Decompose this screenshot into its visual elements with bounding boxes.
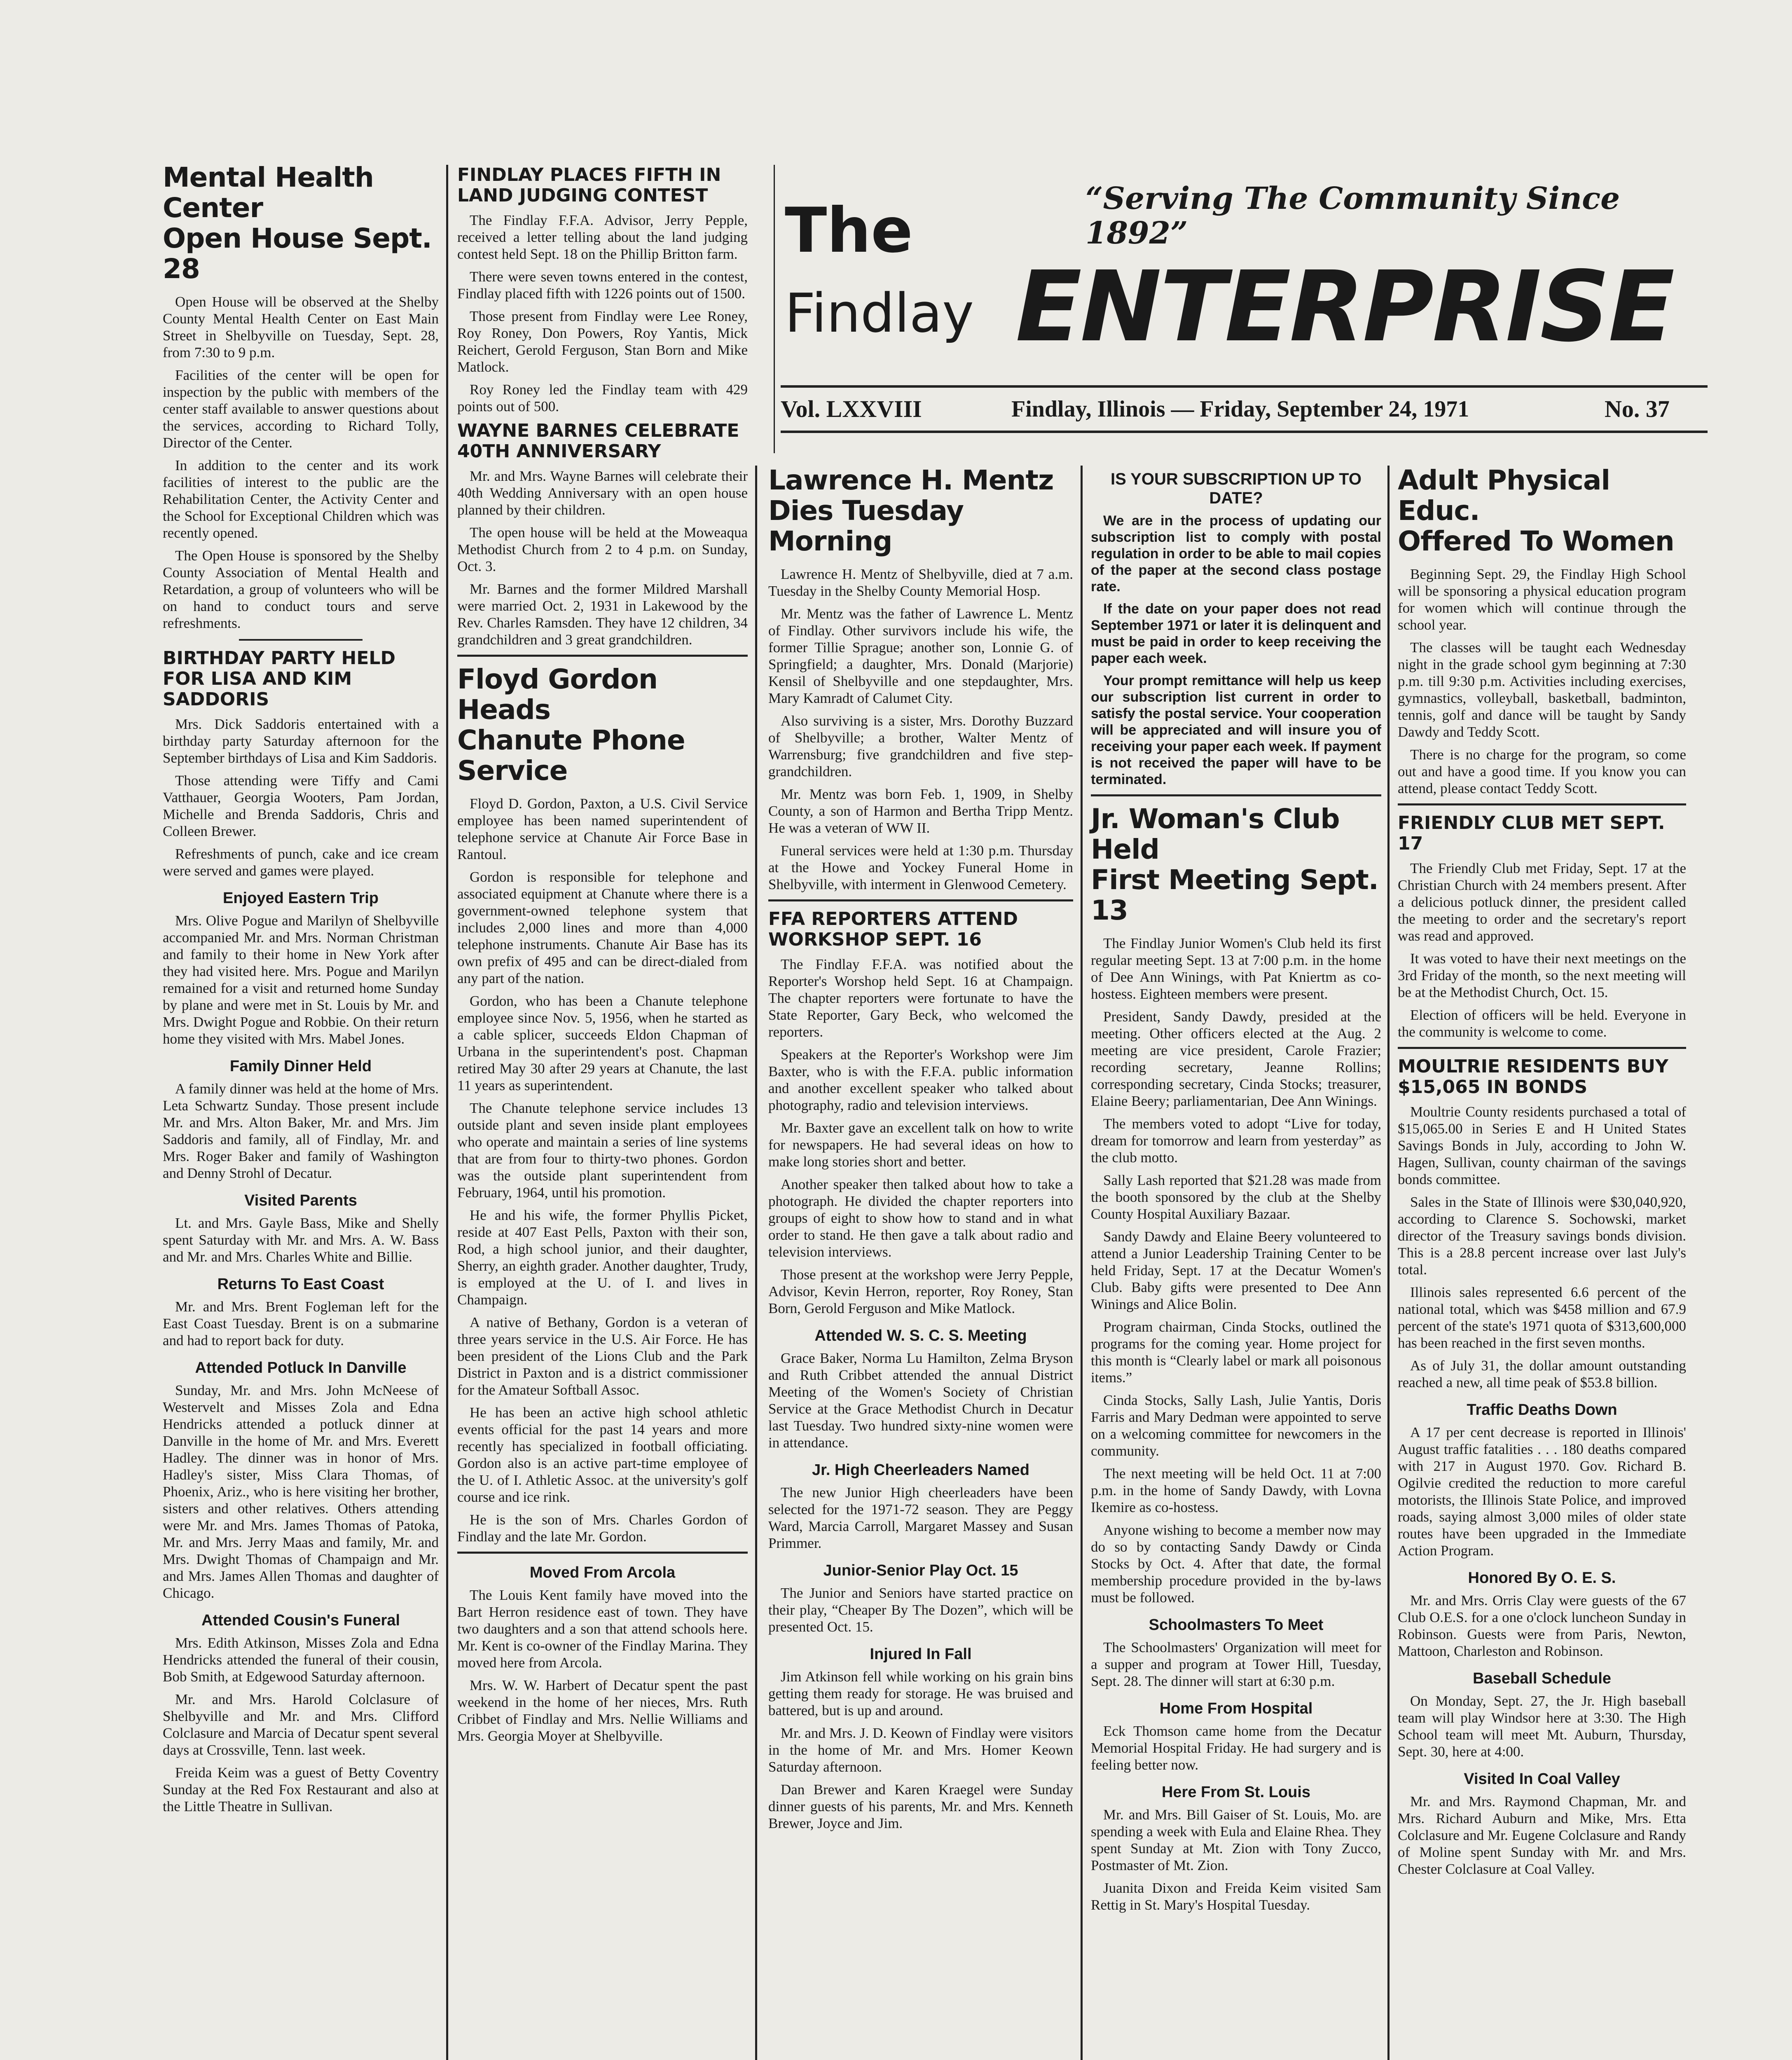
column-5: [1398, 464, 1686, 1883]
paragraph: Mr. and Mrs. J. D. Keown of Findlay were visitors in the home of Mr. and Mrs. Homer Keown Saturday afternoon.: [768, 1725, 1073, 1775]
paragraph: Sunday, Mr. and Mrs. John McNeese of Westervelt and Misses Zola and Edna Hendricks attended a potluck dinner at Danville in the home of Mr. and Mrs. Everett Hadley. The dinner was in honor of Mrs. Hadley's sister, Miss Clara Thomas, of Phoenix, Ariz., who is here visiting her brother, sisters and other relatives. Others attending were Mr. and Mrs. James Thomas of Patoka, Mr. and Mrs. Jerry Maas and family, Mr. and Mrs. Dwight Thomas of Champaign and Mr. and Mrs. James Allen Thomas and daughter of Chicago.: [163, 1382, 439, 1601]
paragraph: Election of officers will be held. Everyone in the community is welcome to come.: [1398, 1007, 1686, 1040]
paragraph: Lawrence H. Mentz of Shelbyville, died at 7 a.m. Tuesday in the Shelby County Memorial Hosp.: [768, 566, 1073, 599]
paragraph: He is the son of Mrs. Charles Gordon of Findlay and the late Mr. Gordon.: [457, 1512, 748, 1545]
article-adult-pe: [1398, 465, 1686, 797]
column-rule-1: [446, 165, 448, 2060]
paragraph: It was voted to have their next meetings on the 3rd Friday of the month, so the next meeting will be at the Methodist Church, Oct. 15.: [1398, 950, 1686, 1000]
paragraph: Those attending were Tiffy and Cami Vatthauer, Georgia Wooters, Pam Jordan, Michelle and Brenda Saddoris, Chris and Colleen Brewer.: [163, 772, 439, 839]
separator: [1398, 803, 1686, 805]
headline-mental-health: [163, 162, 439, 284]
paragraph: Sally Lash reported that $21.28 was made from the booth sponsored by the club at the Shelby County Hospital Auxiliary Bazaar.: [1091, 1172, 1381, 1222]
headline-arcola: Moved From Arcola: [529, 1564, 676, 1581]
headline-subscription: IS YOUR SUBSCRIPTION UP TO DATE?: [1110, 470, 1362, 507]
paragraph: The Open House is sponsored by the Shelby County Association of Mental Health and Retardation, a group of volunteers who will be on hand to conduct tours and serve refreshments.: [163, 548, 439, 631]
paragraph: Illinois sales represented 6.6 percent of the national total, which was $458 million and 67.9 percent of the state's 1971 quota of $313,600,000 has been reached in the first seven months.: [1398, 1284, 1686, 1351]
masthead-motto: “Serving The Community Since 1892”: [1085, 181, 1620, 251]
headline-line: Open House Sept. 28: [163, 222, 432, 285]
masthead-rule-bottom: [781, 431, 1708, 433]
headline-cheerleaders: Jr. High Cheerleaders Named: [812, 1461, 1029, 1479]
masthead: [781, 173, 1720, 445]
headline-line: Offered To Women: [1398, 525, 1674, 557]
paragraph: Lt. and Mrs. Gayle Bass, Mike and Shelly spent Saturday with Mr. and Mrs. A. W. Bass and Mr. and Mrs. Charles White and Billie.: [163, 1215, 439, 1265]
paragraph: Grace Baker, Norma Lu Hamilton, Zelma Bryson and Ruth Cribbet attended the annual District Meeting of the Women's Society of Christian Service at the Grace Methodist Church in Decatur last Tuesday. Two hundred sixty-nine women were in attendance.: [768, 1350, 1073, 1451]
paragraph: Mr. and Mrs. Brent Fogleman left for the East Coast Tuesday. Brent is on a submarine and had to report back for duty.: [163, 1299, 439, 1348]
article-reporters-workshop: [768, 909, 1073, 1317]
headline-line: Mental Health Center: [163, 162, 374, 224]
paragraph: Roy Roney led the Findlay team with 429 points out of 500.: [457, 382, 748, 414]
column-1: [163, 161, 439, 1821]
headline-visited-parents: Visited Parents: [244, 1192, 357, 1209]
paragraph: Anyone wishing to become a member now may do so by contacting Sandy Dawdy or Cinda Stocks by Oct. 4. After that date, the formal membership procedure provided in the by-laws must be followed.: [1091, 1522, 1381, 1606]
paragraph: Mrs. Olive Pogue and Marilyn of Shelbyville accompanied Mr. and Mrs. Norman Christman and family to their home in New York after they had visited here. Mrs. Pogue and Marilyn remained for a visit and returned home Sunday by plane and were met in St. Louis by Mr. and Mrs. Dwight Pogue and Robbie. On their return home they visited with Mrs. Mabel Jones.: [163, 913, 439, 1047]
paragraph: Those present at the workshop were Jerry Pepple, Advisor, Kevin Herron, reporter, Roy Roney, Stan Born, Gerold Ferguson and Mike Matlock.: [768, 1266, 1073, 1316]
masthead-number: No. 37: [1605, 396, 1670, 422]
paragraph: Cinda Stocks, Sally Lash, Julie Yantis, Doris Farris and Mary Dedman were appointed to serve on a welcoming committee for newcomers in the community.: [1091, 1392, 1381, 1459]
headline-womans-club: [1091, 804, 1381, 926]
paragraph: Dan Brewer and Karen Kraegel were Sunday dinner guests of his parents, Mr. and Mrs. Kenneth Brewer, Joyce and Jim.: [768, 1781, 1073, 1831]
headline-reporters-workshop: FFA REPORTERS ATTEND WORKSHOP SEPT. 16: [768, 908, 1018, 950]
paragraph: Gordon is responsible for telephone and associated equipment at Chanute where there is a government-owned telephone system that includes 2,000 lines and more than 4,000 telephone instruments. Chanute Air Base has its own prefix of 495 and can be direct-dialed from any part of the nation.: [457, 869, 748, 986]
headline-traffic: Traffic Deaths Down: [1467, 1401, 1617, 1419]
masthead-rule-top: [781, 385, 1708, 388]
article-st-louis: [1091, 1783, 1381, 1913]
paragraph: Freida Keim was a guest of Betty Coventry Sunday at the Red Fox Restaurant and also at the Little Theatre in Sullivan.: [163, 1765, 439, 1814]
article-east-coast: [163, 1275, 439, 1349]
separator: [1398, 1047, 1686, 1049]
masthead-the: The: [785, 195, 913, 267]
headline-line: First Meeting Sept. 13: [1091, 864, 1378, 926]
paragraph: On Monday, Sept. 27, the Jr. High baseball team will play Windsor here at 3:30. The High School team will meet Mt. Auburn, Thursday, Sept. 30, here at 4:00.: [1398, 1693, 1686, 1760]
paragraph: Funeral services were held at 1:30 p.m. Thursday at the Howe and Yockey Funeral Home in Shelbyville, with interment in Glenwood Cemetery.: [768, 843, 1073, 892]
separator: [457, 1552, 748, 1554]
paragraph: The Findlay F.F.A. Advisor, Jerry Pepple, received a letter telling about the land judging contest held Sept. 18 on the Phillip Britton farm.: [457, 212, 748, 262]
headline-injured: Injured In Fall: [870, 1646, 972, 1663]
article-bonds: [1398, 1056, 1686, 1391]
column-2: [457, 161, 748, 1750]
article-subscription-notice: [1091, 470, 1381, 788]
article-schoolmasters: [1091, 1616, 1381, 1690]
article-traffic: [1398, 1401, 1686, 1559]
paragraph: Mrs. W. W. Harbert of Decatur spent the past weekend in the home of her nieces, Mrs. Ruth Cribbet of Findlay and Mrs. Nellie Williams and Mrs. Georgia Moyer at Shelbyville.: [457, 1677, 748, 1744]
paragraph: The Friendly Club met Friday, Sept. 17 at the Christian Church with 24 members present. After a delicious potluck dinner, the president called the meeting to order and the secretary's report was read and approved.: [1398, 860, 1686, 944]
masthead-enterprise: ENTERPRISE: [1015, 250, 1673, 363]
headline-oes: Honored By O. E. S.: [1468, 1569, 1616, 1587]
paragraph: Refreshments of punch, cake and ice cream were served and games were played.: [163, 846, 439, 879]
headline-adult-pe: [1398, 465, 1686, 557]
headline-family-dinner: Family Dinner Held: [229, 1058, 372, 1075]
paragraph: A native of Bethany, Gordon is a veteran of three years service in the U.S. Air Force. He has been president of the Lions Club and the Park District in Paxton and is a district commissioner for the Amateur Softball Assoc.: [457, 1314, 748, 1398]
paragraph: Mr. and Mrs. Wayne Barnes will celebrate their 40th Wedding Anniversary with an open house planned by their children.: [457, 468, 748, 518]
article-eastern-trip: [163, 889, 439, 1047]
paragraph: The next meeting will be held Oct. 11 at 7:00 p.m. in the home of Sandy Dawdy, with Lovna Ikemire as co-hostess.: [1091, 1465, 1381, 1515]
separator: [457, 655, 748, 657]
headline-baseball: Baseball Schedule: [1473, 1670, 1611, 1687]
column-rule-2: [755, 466, 757, 2060]
column-rule-left: [774, 165, 775, 453]
paragraph: Those present from Findlay were Lee Roney, Roy Roney, Don Powers, Roy Yantis, Mick Reichert, Gerold Ferguson, Stan Born and Mike Matlock.: [457, 308, 748, 375]
paragraph: He has been an active high school athletic events official for the past 14 years and more recently has specialized in football officiating. Gordon also is an active part-time employee of the U. of I. Athletic Assoc. at the university's golf course and ice rink.: [457, 1405, 748, 1505]
headline-mentz: [768, 465, 1073, 557]
separator: [768, 899, 1073, 901]
article-mental-health: [163, 162, 439, 632]
headline-schoolmasters: Schoolmasters To Meet: [1149, 1616, 1324, 1634]
paragraph: A family dinner was held at the home of Mrs. Leta Schwartz Sunday. Those present include Mr. and Mrs. Alton Baker, Mr. and Mrs. Jim Saddoris and family, all of Findlay, Mr. and Mrs. Roger Baker and family of Washington and Denny Strohl of Decatur.: [163, 1081, 439, 1181]
paragraph: President, Sandy Dawdy, presided at the meeting. Other officers elected at the Aug. 2 meeting are vice president, Carole Frazier; recording secretary, Jeanne Rollins; corresponding secretary, Cinda Stocks; treasurer, Elaine Beery; parliamentarian, Dee Ann Winings.: [1091, 1009, 1381, 1109]
paragraph: The Junior and Seniors have started practice on their play, “Cheaper By The Dozen”, which will be presented Oct. 15.: [768, 1585, 1073, 1635]
paragraph: Open House will be observed at the Shelby County Mental Health Center on East Main Street in Shelbyville on Tuesday, Sept. 28, from 7:30 to 9 p.m.: [163, 294, 439, 360]
paragraph: The members voted to adopt “Live for today, dream for tomorrow and learn from yesterday” as the club motto.: [1091, 1116, 1381, 1166]
paragraph: Mr. Barnes and the former Mildred Marshall were married Oct. 2, 1931 in Lakewood by the Rev. Charles Ramsden. They have 12 children, 34 grandchildren and 3 great grandchildren.: [457, 581, 748, 648]
paragraph: We are in the process of updating our subscription list to comply with postal regulation in order to be able to mail copies of the paper at the second class postage rate.: [1091, 513, 1381, 595]
column-3: [768, 464, 1073, 1838]
paragraph: The new Junior High cheerleaders have been selected for the 1971-72 season. They are Peggy Ward, Marcia Carroll, Margaret Massey and Susan Primmer.: [768, 1484, 1073, 1551]
headline-land-judging: FINDLAY PLACES FIFTH IN LAND JUDGING CONTEST: [457, 164, 721, 206]
paragraph: Juanita Dixon and Freida Keim visited Sam Rettig in St. Mary's Hospital Tuesday.: [1091, 1880, 1381, 1913]
headline-line: Adult Physical Educ.: [1398, 464, 1610, 527]
article-birthday: [163, 648, 439, 879]
paragraph: Sales in the State of Illinois were $30,040,920, according to Clarence S. Sochowski, market director of the Treasury savings bonds division. This is a 28.8 percent increase over last July's total.: [1398, 1194, 1686, 1278]
paragraph: Mr. Mentz was born Feb. 1, 1909, in Shelby County, a son of Harmon and Bertha Tripp Mentz. He was a veteran of WW II.: [768, 786, 1073, 836]
paragraph: Mr. and Mrs. Raymond Chapman, Mr. and Mrs. Richard Auburn and Mike, Mrs. Etta Colclasure and Mr. Eugene Colclasure and Randy of Moline spent Sunday with Mr. and Mrs. Chester Colclasure at Coal Valley.: [1398, 1793, 1686, 1877]
headline-hospital: Home From Hospital: [1159, 1700, 1313, 1717]
headline-eastern-trip: Enjoyed Eastern Trip: [223, 890, 379, 907]
headline-barnes-anniversary: WAYNE BARNES CELEBRATE 40TH ANNIVERSARY: [457, 420, 739, 462]
paragraph: Floyd D. Gordon, Paxton, a U.S. Civil Service employee has been named superintendent of telephone service at Chanute Air Force Base in Rantoul.: [457, 796, 748, 862]
article-potluck: [163, 1359, 439, 1601]
article-coal-valley: [1398, 1770, 1686, 1877]
paragraph: Gordon, who has been a Chanute telephone employee since Nov. 5, 1956, when he started as a cable splicer, succeeds Eldon Chapman of Urbana in the superintendent's post. Chapman retired May 30 after 29 years at Chanute, the last 11 years as superintendent.: [457, 993, 748, 1093]
paragraph: Eck Thomson came home from the Decatur Memorial Hospital Friday. He had surgery and is feeling better now.: [1091, 1723, 1381, 1773]
paragraph: The Chanute telephone service includes 13 outside plant and seven inside plant employees who operate and maintain a series of line systems that are from four to thirty-two phones. Gordon was the outside plant superintendent from February, 1964, until his promotion.: [457, 1100, 748, 1201]
headline-play: Junior-Senior Play Oct. 15: [823, 1562, 1018, 1579]
paragraph: Mr. and Mrs. Bill Gaiser of St. Louis, Mo. are spending a week with Eula and Elaine Rhea. They spent Sunday at Mt. Zion with Tony Zucco, Postmaster of Mt. Zion.: [1091, 1807, 1381, 1873]
headline-st-louis: Here From St. Louis: [1161, 1784, 1311, 1801]
article-barnes-anniversary: [457, 421, 748, 648]
paragraph: Jim Atkinson fell while working on his grain bins getting them ready for storage. He was bruised and battered, but is up and around.: [768, 1669, 1073, 1718]
headline-line: Lawrence H. Mentz: [768, 464, 1054, 496]
paragraph: The open house will be held at the Moweaqua Methodist Church from 2 to 4 p.m. on Sunday, Oct. 3.: [457, 524, 748, 574]
headline-friendly-club: FRIENDLY CLUB MET SEPT. 17: [1398, 812, 1665, 854]
headline-potluck: Attended Potluck In Danville: [195, 1359, 407, 1376]
paragraph: Another speaker then talked about how to take a photograph. He divided the chapter reporters into groups of eight to show how to stand and in what order to stand. He then gave a talk about radio and television interviews.: [768, 1176, 1073, 1260]
column-rule-3: [1081, 466, 1083, 2060]
paragraph: The Findlay F.F.A. was notified about the Reporter's Worshop held Sept. 16 at Champaign. The chapter reporters were fortunate to have the State Reporter, Gary Beck, who welcomed the reporters.: [768, 956, 1073, 1040]
paragraph: Mrs. Edith Atkinson, Misses Zola and Edna Hendricks attended the funeral of their cousin, Bob Smith, at Edgewood Saturday afternoon.: [163, 1635, 439, 1685]
article-visited-parents: [163, 1192, 439, 1265]
article-womans-club: [1091, 804, 1381, 1606]
paragraph: As of July 31, the dollar amount outstanding reached a new, all time peak of $53.8 billion.: [1398, 1358, 1686, 1390]
headline-gordon: [457, 664, 748, 786]
paragraph: A 17 per cent decrease is reported in Illinois' August traffic fatalities . . . 180 deaths compared with 217 in August 1970. Gov. Richard B. Ogilvie credited the reduction to more careful motorists, the Illinois State Police, and improved roads, saying almost 3,000 miles of older state routes have been upgraded in the Immediate Action Program.: [1398, 1424, 1686, 1559]
paragraph: Your prompt remittance will help us keep our subscription list current in order to satisfy the postal service. Your cooperation will be appreciated and will insure you of receiving your paper each week. If payment is not received the paper will have to be terminated.: [1091, 673, 1381, 787]
article-injured: [768, 1645, 1073, 1832]
paragraph: The Louis Kent family have moved into the Bart Herron residence east of town. They have two daughters and a son that attend schools here. Mr. Kent is co-owner of the Findlay Marina. They moved here from Arcola.: [457, 1587, 748, 1671]
paragraph: Speakers at the Reporter's Workshop were Jim Baxter, who is with the F.F.A. public information and another excellent speaker who talked about photography, radio and television interviews.: [768, 1046, 1073, 1113]
headline-east-coast: Returns To East Coast: [217, 1276, 384, 1293]
masthead-findlay: Findlay: [785, 282, 974, 344]
article-land-judging: [457, 165, 748, 415]
headline-bonds: MOULTRIE RESIDENTS BUY $15,065 IN BONDS: [1398, 1056, 1668, 1098]
article-cheerleaders: [768, 1461, 1073, 1552]
paragraph: Mrs. Dick Saddoris entertained with a birthday party Saturday afternoon for the September birthdays of Lisa and Kim Saddoris.: [163, 716, 439, 766]
article-hospital: [1091, 1700, 1381, 1773]
paragraph: Mr. and Mrs. Harold Colclasure of Shelbyville and Mr. and Mrs. Clifford Colclasure and Marcia of Decatur spent several days at Crossville, Tenn. last week.: [163, 1691, 439, 1758]
separator: [239, 639, 363, 641]
separator: [1091, 794, 1381, 796]
article-family-dinner: [163, 1057, 439, 1182]
paragraph: Also surviving is a sister, Mrs. Dorothy Buzzard of Shelbyville; a brother, Walter Mentz of Warrensburg; five grandchildren and five step-grandchildren.: [768, 713, 1073, 780]
paragraph: Moultrie County residents purchased a total of $15,065.00 in Series E and H United States Savings Bonds in July, according to John W. Hagen, Sullivan, county chairman of the savings bonds committee.: [1398, 1104, 1686, 1187]
paragraph: Facilities of the center will be open for inspection by the public with members of the center staff available to answer questions about the services, according to Richard Tolly, Director of the Center.: [163, 367, 439, 451]
paragraph: Mr. Mentz was the father of Lawrence L. Mentz of Findlay. Other survivors include his wife, the former Tillie Sprague; another son, Lonnie G. of Springfield; a daughter, Mrs. Donald (Marjorie) Kensil of Shelbyville and one stepdaughter, Mrs. Mary Kamradt of Calumet City.: [768, 606, 1073, 706]
article-baseball: [1398, 1669, 1686, 1760]
column-4: [1091, 470, 1381, 1919]
headline-wscs: Attended W. S. C. S. Meeting: [814, 1327, 1027, 1344]
headline-coal-valley: Visited In Coal Valley: [1464, 1770, 1620, 1788]
column-rule-4: [1387, 466, 1390, 2060]
paragraph: In addition to the center and its work facilities of interest to the public are the Rehabilitation Center, the Activity Center and the School for Exceptional Children which was recently opened.: [163, 457, 439, 541]
headline-line: Jr. Woman's Club Held: [1091, 803, 1340, 865]
headline-cousin-funeral: Attended Cousin's Funeral: [201, 1612, 400, 1629]
paragraph: The Schoolmasters' Organization will meet for a supper and program at Tower Hill, Tuesday, Sept. 28. The dinner will start at 6:30 p.m.: [1091, 1639, 1381, 1689]
article-oes: [1398, 1569, 1686, 1660]
article-cousin-funeral: [163, 1611, 439, 1815]
article-play: [768, 1561, 1073, 1635]
paragraph: Program chairman, Cinda Stocks, outlined the programs for the coming year. Home project for this month is “Clearly label or mark all poisonous items.”: [1091, 1319, 1381, 1386]
paragraph: There were seven towns entered in the contest, Findlay placed fifth with 1226 points out of 1500.: [457, 269, 748, 302]
headline-line: Chanute Phone Service: [457, 724, 685, 787]
masthead-volume: Vol. LXXVIII: [781, 396, 922, 422]
paragraph: Mr. and Mrs. Orris Clay were guests of the 67 Club O.E.S. for a one o'clock luncheon Sunday in Robinson. Guests were from Paris, Newton, Mattoon, Charleston and Robinson.: [1398, 1592, 1686, 1659]
article-friendly-club: [1398, 813, 1686, 1040]
headline-line: Dies Tuesday Morning: [768, 495, 964, 557]
article-arcola: [457, 1564, 748, 1744]
paragraph: Beginning Sept. 29, the Findlay High School will be sponsoring a physical education program for women which will continue through the school year.: [1398, 566, 1686, 633]
paragraph: Sandy Dawdy and Elaine Beery volunteered to attend a Junior Leadership Training Center to be held Friday, Sept. 17 at the Decatur Women's Club. Baby gifts were presented to Dee Ann Winings and Alice Bolin.: [1091, 1229, 1381, 1312]
paragraph: There is no charge for the program, so come out and have a good time. If you know you can attend, please contact Teddy Scott.: [1398, 747, 1686, 796]
masthead-dateline: Findlay, Illinois — Friday, September 24, 1971: [1011, 396, 1469, 422]
paragraph: The classes will be taught each Wednesday night in the grade school gym beginning at 7:30 p.m. till 9:30 p.m. Activities including exercises, gymnastics, volleyball, basketball, badminton, tennis, golf and dance will be taught by Sandy Dawdy and Teddy Scott.: [1398, 639, 1686, 740]
article-mentz: [768, 465, 1073, 893]
article-wscs: [768, 1327, 1073, 1451]
paragraph: Mr. Baxter gave an excellent talk on how to write for newspapers. He had several ideas on how to make long stories short and better.: [768, 1120, 1073, 1170]
paragraph: The Findlay Junior Women's Club held its first regular meeting Sept. 13 at 7:00 p.m. in the home of Dee Ann Winings, with Pat Kniertm as co-hostess. Eighteen members were present.: [1091, 935, 1381, 1002]
article-gordon: [457, 664, 748, 1545]
headline-birthday: BIRTHDAY PARTY HELD FOR LISA AND KIM SADDORIS: [163, 648, 395, 710]
paragraph: He and his wife, the former Phyllis Picket, reside at 407 East Pells, Paxton with their son, Rod, a high school junior, and their daughter, Sherry, an eighth grader. Another daughter, Trudy, is employed at the U. of I. and lives in Champaign.: [457, 1207, 748, 1308]
paragraph: If the date on your paper does not read September 1971 or later it is delinquent and must be paid in order to keep receiving the paper each week.: [1091, 601, 1381, 666]
headline-line: Floyd Gordon Heads: [457, 663, 657, 726]
